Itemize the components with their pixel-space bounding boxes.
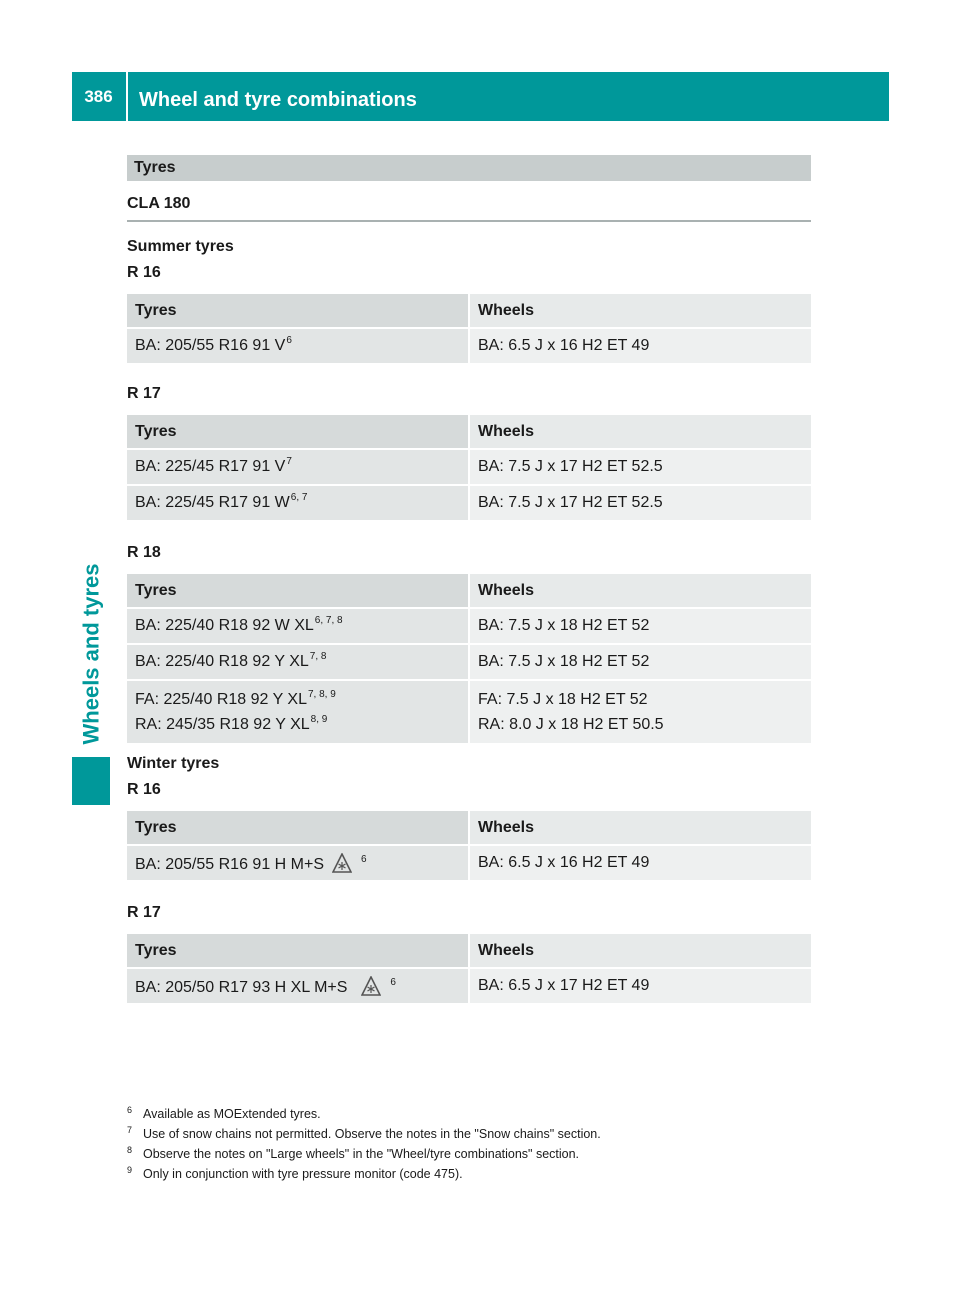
footnotes — [127, 1104, 827, 1184]
sidebar-chapter-marker — [72, 757, 110, 805]
tyre-spec: BA: 205/55 R16 91 V — [135, 337, 286, 354]
footnote-ref: 6 — [286, 335, 292, 346]
footnote-ref: 8, 9 — [310, 714, 328, 725]
summer-r18-table — [127, 574, 811, 743]
table-row — [127, 608, 811, 644]
header-divider — [126, 72, 128, 121]
tyre-spec: BA: 225/45 R17 91 W — [135, 494, 290, 511]
footnote-ref: 7, 8 — [309, 651, 327, 662]
tyres-column-header: Tyres — [127, 574, 469, 608]
table-header-row — [127, 574, 811, 608]
wheels-column-header: Wheels — [469, 934, 811, 968]
wheel-cell: BA: 6.5 J x 17 H2 ET 49 — [469, 968, 811, 1003]
tyre-cell — [127, 845, 469, 880]
wheels-column-header: Wheels — [469, 415, 811, 449]
footnote — [127, 1124, 827, 1144]
tyre-cell — [127, 608, 469, 644]
footnote-ref: 7, 8, 9 — [307, 689, 336, 700]
snowflake-mountain-icon — [332, 853, 352, 873]
footnote-ref: 7 — [286, 456, 292, 467]
summer-r17-table — [127, 415, 811, 520]
footnote — [127, 1144, 827, 1164]
footnote-text: Use of snow chains not permitted. Observe the notes in the "Snow chains" section. — [143, 1127, 601, 1141]
tyre-spec: BA: 205/55 R16 91 H M+S — [135, 855, 324, 873]
summer-tyres-heading: Summer tyres — [127, 238, 234, 255]
footnote-text: Observe the notes on "Large wheels" in the "Wheel/tyre combinations" section. — [143, 1147, 580, 1161]
table-row — [127, 845, 811, 880]
winter-r17-heading: R 17 — [127, 904, 161, 921]
tyres-column-header: Tyres — [127, 294, 469, 328]
footnote-ref: 6 — [361, 853, 367, 865]
wheel-cell: BA: 7.5 J x 17 H2 ET 52.5 — [469, 485, 811, 520]
summer-r16-table — [127, 294, 811, 363]
tyre-spec: FA: 225/40 R18 92 Y XL — [135, 691, 307, 708]
snowflake-mountain-icon — [361, 976, 381, 996]
model-title: CLA 180 — [127, 195, 191, 212]
table-header-row — [127, 811, 811, 845]
footnote-number: 9 — [127, 1165, 133, 1175]
tyres-column-header: Tyres — [127, 934, 469, 968]
main-content — [127, 155, 811, 1003]
summer-r16-heading: R 16 — [127, 264, 161, 281]
tyres-column-header: Tyres — [127, 811, 469, 845]
front-tyre-line — [135, 687, 460, 712]
table-row — [127, 449, 811, 485]
table-row — [127, 644, 811, 680]
table-header-row — [127, 294, 811, 328]
footnote-number: 7 — [127, 1125, 133, 1135]
summer-r18-heading: R 18 — [127, 544, 161, 561]
footnote — [127, 1104, 827, 1124]
footnote-number: 8 — [127, 1145, 133, 1155]
footnote-text: Available as MOExtended tyres. — [143, 1107, 321, 1121]
table-header-row — [127, 934, 811, 968]
wheel-cell: BA: 7.5 J x 17 H2 ET 52.5 — [469, 449, 811, 485]
sidebar-chapter-label — [72, 557, 110, 750]
tyre-cell — [127, 644, 469, 680]
table-row — [127, 328, 811, 363]
tyre-cell — [127, 328, 469, 363]
wheel-cell: BA: 7.5 J x 18 H2 ET 52 — [469, 608, 811, 644]
wheel-cell: BA: 6.5 J x 16 H2 ET 49 — [469, 845, 811, 880]
table-row — [127, 968, 811, 1003]
front-wheel-line: FA: 7.5 J x 18 H2 ET 52 — [478, 691, 648, 708]
tyre-spec: BA: 225/45 R17 91 V — [135, 458, 286, 475]
tyre-cell — [127, 449, 469, 485]
wheel-cell: BA: 7.5 J x 18 H2 ET 52 — [469, 644, 811, 680]
tyre-cell — [127, 485, 469, 520]
table-row — [127, 485, 811, 520]
tyres-column-header: Tyres — [127, 415, 469, 449]
wheel-cell: BA: 6.5 J x 16 H2 ET 49 — [469, 328, 811, 363]
tyre-cell — [127, 968, 469, 1003]
wheels-column-header: Wheels — [469, 574, 811, 608]
table-row — [127, 680, 811, 743]
wheels-column-header: Wheels — [469, 811, 811, 845]
winter-r16-heading: R 16 — [127, 781, 161, 798]
tyre-spec: BA: 205/50 R17 93 H XL M+S — [135, 978, 348, 996]
tyre-cell — [127, 680, 469, 743]
wheel-cell — [469, 680, 811, 743]
rear-tyre-line — [135, 712, 460, 737]
summer-r17-heading: R 17 — [127, 385, 161, 402]
footnote-ref: 6, 7 — [290, 492, 308, 503]
footnote-ref: 6, 7, 8 — [314, 615, 343, 626]
page-number: 386 — [84, 87, 113, 106]
footnote — [127, 1164, 827, 1184]
rear-wheel-line: RA: 8.0 J x 18 H2 ET 50.5 — [478, 716, 664, 733]
table-header-row — [127, 415, 811, 449]
footnote-ref: 6 — [390, 976, 396, 988]
winter-r16-table — [127, 811, 811, 880]
wheels-column-header: Wheels — [469, 294, 811, 328]
winter-tyres-heading: Winter tyres — [127, 755, 220, 772]
sidebar-chapter-text: Wheels and tyres — [78, 563, 104, 744]
footnote-text: Only in conjunction with tyre pressure monitor (code 475). — [143, 1167, 463, 1181]
page-title: Wheel and tyre combinations — [139, 89, 417, 111]
tyre-spec: BA: 225/40 R18 92 W XL — [135, 617, 314, 634]
winter-r17-table — [127, 934, 811, 1003]
tyre-spec: RA: 245/35 R18 92 Y XL — [135, 716, 310, 733]
section-title: Tyres — [127, 155, 811, 181]
footnote-number: 6 — [127, 1105, 133, 1115]
tyre-spec: BA: 225/40 R18 92 Y XL — [135, 653, 309, 670]
